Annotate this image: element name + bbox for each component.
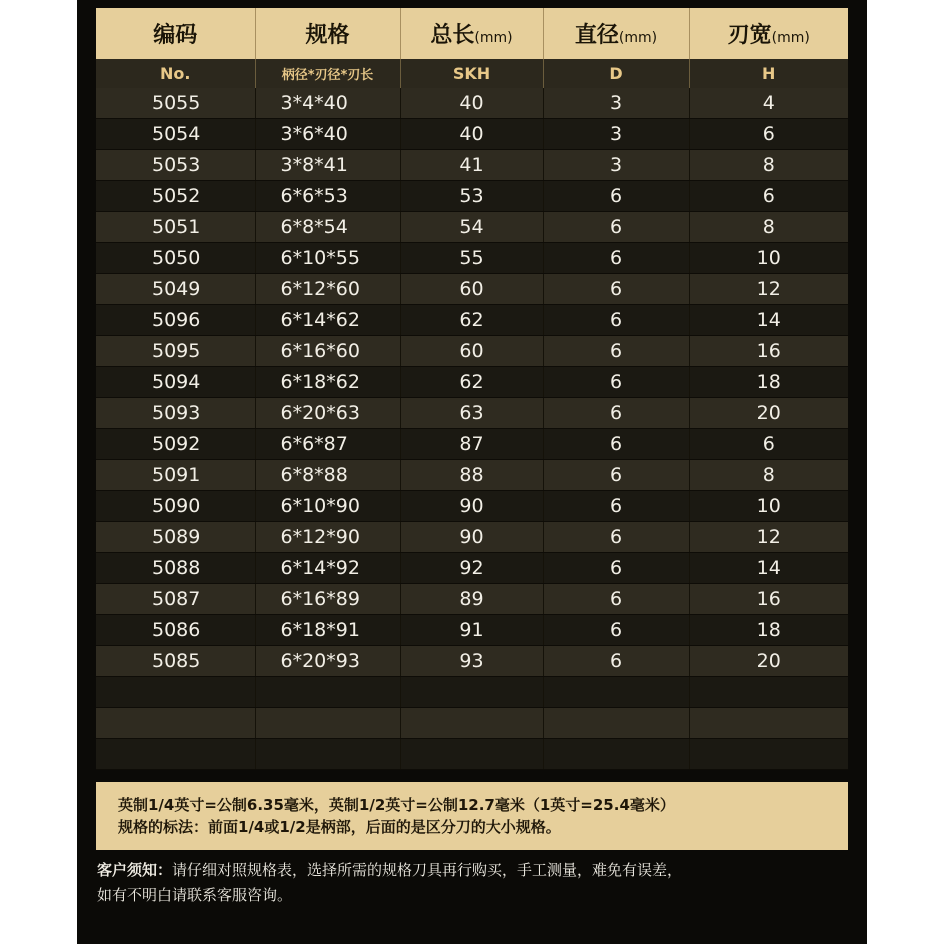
cell-diameter: 6 bbox=[543, 646, 689, 677]
cell-width: 12 bbox=[689, 522, 848, 553]
cell-code: 5055 bbox=[96, 88, 255, 119]
cell-length: 40 bbox=[400, 119, 543, 150]
cell-length: 90 bbox=[400, 491, 543, 522]
subheader-spec: 柄径*刃径*刃长 bbox=[255, 59, 400, 88]
table-row bbox=[96, 274, 848, 305]
subheader-width: H bbox=[689, 59, 848, 88]
subheader-length: SKH bbox=[400, 59, 543, 88]
cell-code bbox=[96, 739, 255, 770]
cell-code bbox=[96, 677, 255, 708]
customer-notice bbox=[97, 858, 842, 908]
cell-width: 18 bbox=[689, 615, 848, 646]
cell-code: 5088 bbox=[96, 553, 255, 584]
cell-width: 4 bbox=[689, 88, 848, 119]
cell-width: 14 bbox=[689, 553, 848, 584]
cell-width: 20 bbox=[689, 398, 848, 429]
cell-spec: 6*16*60 bbox=[255, 336, 400, 367]
cell-width bbox=[689, 708, 848, 739]
table-row bbox=[96, 119, 848, 150]
cell-spec: 6*14*92 bbox=[255, 553, 400, 584]
cell-diameter: 6 bbox=[543, 615, 689, 646]
cell-code: 5087 bbox=[96, 584, 255, 615]
cell-spec bbox=[255, 739, 400, 770]
cell-spec: 6*6*53 bbox=[255, 181, 400, 212]
cell-diameter: 3 bbox=[543, 119, 689, 150]
cell-length: 60 bbox=[400, 336, 543, 367]
cell-width: 6 bbox=[689, 119, 848, 150]
cell-width: 18 bbox=[689, 367, 848, 398]
cell-width: 8 bbox=[689, 212, 848, 243]
cell-code: 5053 bbox=[96, 150, 255, 181]
subheader-diameter: D bbox=[543, 59, 689, 88]
cell-width bbox=[689, 739, 848, 770]
cell-code: 5094 bbox=[96, 367, 255, 398]
cell-spec: 6*18*62 bbox=[255, 367, 400, 398]
table-row bbox=[96, 305, 848, 336]
table-row bbox=[96, 677, 848, 708]
cell-code: 5086 bbox=[96, 615, 255, 646]
cell-diameter: 6 bbox=[543, 336, 689, 367]
cell-width: 10 bbox=[689, 491, 848, 522]
cell-width: 16 bbox=[689, 336, 848, 367]
cell-spec: 3*4*40 bbox=[255, 88, 400, 119]
cell-code: 5054 bbox=[96, 119, 255, 150]
cell-spec: 6*6*87 bbox=[255, 429, 400, 460]
cell-spec: 3*8*41 bbox=[255, 150, 400, 181]
cell-diameter: 6 bbox=[543, 212, 689, 243]
table-row bbox=[96, 522, 848, 553]
cell-code: 5096 bbox=[96, 305, 255, 336]
header-code: 编码 bbox=[96, 8, 255, 59]
cell-spec: 6*12*60 bbox=[255, 274, 400, 305]
cell-length: 60 bbox=[400, 274, 543, 305]
cell-diameter: 3 bbox=[543, 150, 689, 181]
cell-diameter: 3 bbox=[543, 88, 689, 119]
cell-length: 87 bbox=[400, 429, 543, 460]
table-row bbox=[96, 336, 848, 367]
table-row bbox=[96, 243, 848, 274]
cell-diameter: 6 bbox=[543, 367, 689, 398]
conversion-note-line-2: 规格的标法：前面1/4或1/2是柄部，后面的是区分刀的大小规格。 bbox=[118, 818, 561, 836]
cell-code: 5091 bbox=[96, 460, 255, 491]
cell-diameter: 6 bbox=[543, 429, 689, 460]
cell-length: 41 bbox=[400, 150, 543, 181]
table-row bbox=[96, 181, 848, 212]
cell-length: 89 bbox=[400, 584, 543, 615]
cell-spec: 6*20*93 bbox=[255, 646, 400, 677]
cell-diameter bbox=[543, 677, 689, 708]
cell-diameter: 6 bbox=[543, 584, 689, 615]
table-row bbox=[96, 367, 848, 398]
cell-diameter: 6 bbox=[543, 305, 689, 336]
cell-code: 5085 bbox=[96, 646, 255, 677]
header-spec: 规格 bbox=[255, 8, 400, 59]
cell-code: 5095 bbox=[96, 336, 255, 367]
cell-width: 8 bbox=[689, 460, 848, 491]
header-length-unit: (mm) bbox=[474, 30, 513, 46]
table-row bbox=[96, 708, 848, 739]
cell-diameter bbox=[543, 739, 689, 770]
cell-width: 10 bbox=[689, 243, 848, 274]
cell-code: 5093 bbox=[96, 398, 255, 429]
cell-width: 8 bbox=[689, 150, 848, 181]
table-row bbox=[96, 646, 848, 677]
cell-diameter: 6 bbox=[543, 398, 689, 429]
cell-length bbox=[400, 677, 543, 708]
header-diameter: 直径(mm) bbox=[543, 8, 689, 59]
cell-diameter: 6 bbox=[543, 274, 689, 305]
cell-width: 16 bbox=[689, 584, 848, 615]
conversion-note bbox=[96, 782, 848, 850]
cell-length: 91 bbox=[400, 615, 543, 646]
cell-width: 14 bbox=[689, 305, 848, 336]
cell-length: 62 bbox=[400, 305, 543, 336]
cell-spec: 6*8*54 bbox=[255, 212, 400, 243]
header-length: 总长(mm) bbox=[400, 8, 543, 59]
cell-spec: 6*10*90 bbox=[255, 491, 400, 522]
cell-length: 90 bbox=[400, 522, 543, 553]
table-row bbox=[96, 584, 848, 615]
cell-length: 92 bbox=[400, 553, 543, 584]
header-diameter-unit: (mm) bbox=[618, 30, 658, 46]
cell-length: 63 bbox=[400, 398, 543, 429]
header-width: 刃宽(mm) bbox=[689, 8, 848, 59]
cell-width: 20 bbox=[689, 646, 848, 677]
cell-length: 93 bbox=[400, 646, 543, 677]
spec-table bbox=[96, 8, 848, 770]
conversion-note-line-1: 英制1/4英寸=公制6.35毫米，英制1/2英寸=公制12.7毫米（1英寸=25.4毫米） bbox=[118, 796, 675, 814]
cell-spec: 6*8*88 bbox=[255, 460, 400, 491]
cell-length: 62 bbox=[400, 367, 543, 398]
cell-length: 88 bbox=[400, 460, 543, 491]
cell-spec: 6*10*55 bbox=[255, 243, 400, 274]
cell-diameter: 6 bbox=[543, 522, 689, 553]
subheader-code: No. bbox=[96, 59, 255, 88]
cell-length: 54 bbox=[400, 212, 543, 243]
cell-code: 5092 bbox=[96, 429, 255, 460]
table-row bbox=[96, 150, 848, 181]
table-row bbox=[96, 429, 848, 460]
cell-code: 5052 bbox=[96, 181, 255, 212]
cell-spec bbox=[255, 708, 400, 739]
table-row bbox=[96, 460, 848, 491]
cell-code: 5089 bbox=[96, 522, 255, 553]
customer-notice-label: 客户须知： bbox=[97, 861, 173, 879]
table-row bbox=[96, 212, 848, 243]
cell-width: 6 bbox=[689, 429, 848, 460]
cell-diameter: 6 bbox=[543, 243, 689, 274]
cell-diameter: 6 bbox=[543, 491, 689, 522]
cell-length bbox=[400, 739, 543, 770]
cell-diameter bbox=[543, 708, 689, 739]
cell-diameter: 6 bbox=[543, 553, 689, 584]
cell-spec: 6*18*91 bbox=[255, 615, 400, 646]
cell-code: 5049 bbox=[96, 274, 255, 305]
cell-code: 5090 bbox=[96, 491, 255, 522]
cell-length: 40 bbox=[400, 88, 543, 119]
cell-width: 12 bbox=[689, 274, 848, 305]
cell-code bbox=[96, 708, 255, 739]
cell-length: 55 bbox=[400, 243, 543, 274]
cell-code: 5050 bbox=[96, 243, 255, 274]
table-row bbox=[96, 739, 848, 770]
cell-diameter: 6 bbox=[543, 181, 689, 212]
cell-spec: 3*6*40 bbox=[255, 119, 400, 150]
cell-spec: 6*12*90 bbox=[255, 522, 400, 553]
header-width-unit: (mm) bbox=[771, 30, 810, 46]
table-row bbox=[96, 88, 848, 119]
cell-spec bbox=[255, 677, 400, 708]
cell-length bbox=[400, 708, 543, 739]
cell-length: 53 bbox=[400, 181, 543, 212]
customer-notice-line-2: 如有不明白请联系客服咨询。 bbox=[97, 886, 293, 904]
table-row bbox=[96, 398, 848, 429]
cell-spec: 6*20*63 bbox=[255, 398, 400, 429]
table-subheader bbox=[96, 59, 848, 88]
table-row bbox=[96, 491, 848, 522]
cell-diameter: 6 bbox=[543, 460, 689, 491]
cell-width bbox=[689, 677, 848, 708]
table-body bbox=[96, 88, 848, 770]
cell-spec: 6*16*89 bbox=[255, 584, 400, 615]
table-header bbox=[96, 8, 848, 59]
table-row bbox=[96, 553, 848, 584]
cell-width: 6 bbox=[689, 181, 848, 212]
table-row bbox=[96, 615, 848, 646]
cell-code: 5051 bbox=[96, 212, 255, 243]
cell-spec: 6*14*62 bbox=[255, 305, 400, 336]
customer-notice-line-1: 请仔细对照规格表，选择所需的规格刀具再行购买，手工测量，难免有误差， bbox=[172, 861, 683, 879]
